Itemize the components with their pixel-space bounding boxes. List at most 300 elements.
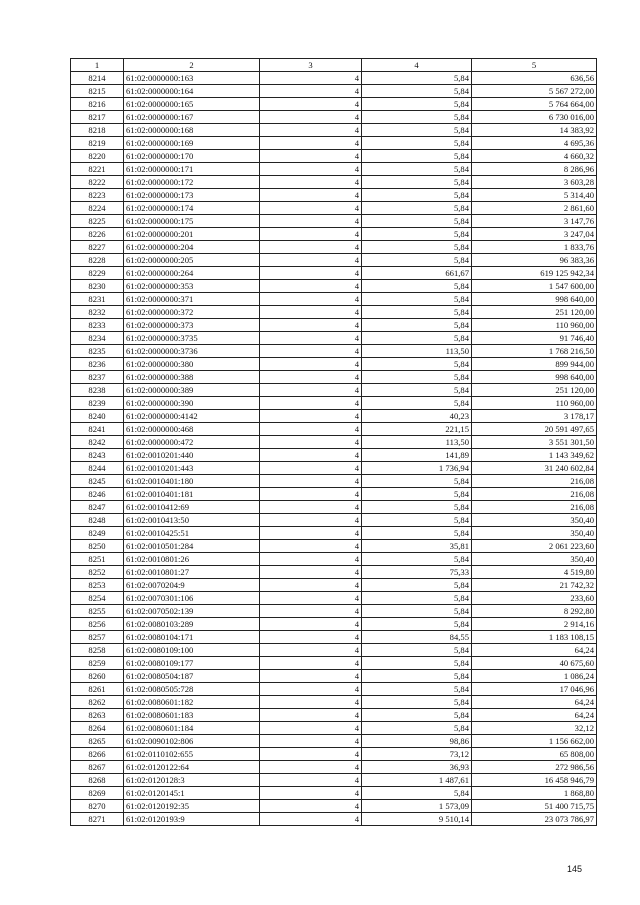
rate-cell: 5,84 [362, 644, 472, 657]
amount-cell: 251 120,00 [472, 306, 597, 319]
row-number-cell: 8270 [71, 800, 124, 813]
data-table [70, 58, 597, 826]
row-number-cell: 8252 [71, 566, 124, 579]
category-cell: 4 [260, 462, 362, 475]
table-row [71, 72, 597, 85]
rate-cell: 5,84 [362, 722, 472, 735]
row-number-cell: 8247 [71, 501, 124, 514]
row-number-cell: 8253 [71, 579, 124, 592]
category-cell: 4 [260, 423, 362, 436]
amount-cell: 3 147,76 [472, 215, 597, 228]
row-number-cell: 8234 [71, 332, 124, 345]
category-cell: 4 [260, 501, 362, 514]
category-cell: 4 [260, 332, 362, 345]
amount-cell: 1 547 600,00 [472, 280, 597, 293]
cadastral-number-cell: 61:02:0000000:173 [124, 189, 260, 202]
cadastral-number-cell: 61:02:0010401:181 [124, 488, 260, 501]
row-number-cell: 8236 [71, 358, 124, 371]
row-number-cell: 8267 [71, 761, 124, 774]
amount-cell: 1 143 349,62 [472, 449, 597, 462]
table-row [71, 137, 597, 150]
row-number-cell: 8239 [71, 397, 124, 410]
rate-cell: 5,84 [362, 696, 472, 709]
rate-cell: 5,84 [362, 488, 472, 501]
table-row [71, 163, 597, 176]
cadastral-number-cell: 61:02:0110102:655 [124, 748, 260, 761]
amount-cell: 23 073 786,97 [472, 813, 597, 826]
category-cell: 4 [260, 254, 362, 267]
rate-cell: 5,84 [362, 111, 472, 124]
row-number-cell: 8214 [71, 72, 124, 85]
amount-cell: 21 742,32 [472, 579, 597, 592]
column-header-2: 2 [124, 59, 260, 72]
table-row [71, 189, 597, 202]
cadastral-number-cell: 61:02:0000000:353 [124, 280, 260, 293]
table-row [71, 670, 597, 683]
amount-cell: 2 861,60 [472, 202, 597, 215]
cadastral-number-cell: 61:02:0080601:184 [124, 722, 260, 735]
cadastral-number-cell: 61:02:0000000:204 [124, 241, 260, 254]
cadastral-number-cell: 61:02:0080109:177 [124, 657, 260, 670]
row-number-cell: 8251 [71, 553, 124, 566]
category-cell: 4 [260, 345, 362, 358]
category-cell: 4 [260, 280, 362, 293]
table-row [71, 293, 597, 306]
row-number-cell: 8264 [71, 722, 124, 735]
rate-cell: 1 487,61 [362, 774, 472, 787]
amount-cell: 1 183 108,15 [472, 631, 597, 644]
table-row [71, 722, 597, 735]
amount-cell: 350,40 [472, 553, 597, 566]
category-cell: 4 [260, 306, 362, 319]
amount-cell: 998 640,00 [472, 371, 597, 384]
column-header-4: 4 [362, 59, 472, 72]
amount-cell: 64,24 [472, 696, 597, 709]
amount-cell: 3 603,28 [472, 176, 597, 189]
amount-cell: 4 660,32 [472, 150, 597, 163]
row-number-cell: 8258 [71, 644, 124, 657]
table-row [71, 267, 597, 280]
rate-cell: 1 736,94 [362, 462, 472, 475]
row-number-cell: 8242 [71, 436, 124, 449]
category-cell: 4 [260, 163, 362, 176]
category-cell: 4 [260, 85, 362, 98]
row-number-cell: 8243 [71, 449, 124, 462]
table-row [71, 228, 597, 241]
amount-cell: 14 383,92 [472, 124, 597, 137]
amount-cell: 4 695,36 [472, 137, 597, 150]
category-cell: 4 [260, 735, 362, 748]
table-row [71, 566, 597, 579]
rate-cell: 113,50 [362, 345, 472, 358]
amount-cell: 350,40 [472, 527, 597, 540]
cadastral-number-cell: 61:02:0000000:201 [124, 228, 260, 241]
cadastral-number-cell: 61:02:0000000:205 [124, 254, 260, 267]
rate-cell: 40,23 [362, 410, 472, 423]
cadastral-number-cell: 61:02:0120128:3 [124, 774, 260, 787]
cadastral-number-cell: 61:02:0010413:50 [124, 514, 260, 527]
table-row [71, 683, 597, 696]
row-number-cell: 8235 [71, 345, 124, 358]
category-cell: 4 [260, 397, 362, 410]
category-cell: 4 [260, 111, 362, 124]
row-number-cell: 8260 [71, 670, 124, 683]
cadastral-number-cell: 61:02:0070204:9 [124, 579, 260, 592]
amount-cell: 64,24 [472, 644, 597, 657]
category-cell: 4 [260, 98, 362, 111]
rate-cell: 98,86 [362, 735, 472, 748]
table-row [71, 202, 597, 215]
cadastral-number-cell: 61:02:0070502:139 [124, 605, 260, 618]
cadastral-number-cell: 61:02:0080103:289 [124, 618, 260, 631]
amount-cell: 5 764 664,00 [472, 98, 597, 111]
cadastral-number-cell: 61:02:0080601:182 [124, 696, 260, 709]
cadastral-number-cell: 61:02:0000000:163 [124, 72, 260, 85]
amount-cell: 96 383,36 [472, 254, 597, 267]
table-row [71, 657, 597, 670]
cadastral-number-cell: 61:02:0000000:171 [124, 163, 260, 176]
category-cell: 4 [260, 436, 362, 449]
rate-cell: 5,84 [362, 202, 472, 215]
category-cell: 4 [260, 358, 362, 371]
category-cell: 4 [260, 137, 362, 150]
category-cell: 4 [260, 124, 362, 137]
cadastral-number-cell: 61:02:0000000:371 [124, 293, 260, 306]
category-cell: 4 [260, 579, 362, 592]
table-row [71, 215, 597, 228]
rate-cell: 5,84 [362, 215, 472, 228]
cadastral-number-cell: 61:02:0000000:373 [124, 319, 260, 332]
row-number-cell: 8237 [71, 371, 124, 384]
cadastral-number-cell: 61:02:0000000:165 [124, 98, 260, 111]
rate-cell: 5,84 [362, 150, 472, 163]
category-cell: 4 [260, 722, 362, 735]
rate-cell: 141,89 [362, 449, 472, 462]
table-row [71, 501, 597, 514]
row-number-cell: 8240 [71, 410, 124, 423]
table-row [71, 124, 597, 137]
row-number-cell: 8217 [71, 111, 124, 124]
rate-cell: 5,84 [362, 605, 472, 618]
amount-cell: 216,08 [472, 501, 597, 514]
table-body [71, 72, 597, 826]
amount-cell: 1 086,24 [472, 670, 597, 683]
table-row [71, 280, 597, 293]
table-row [71, 176, 597, 189]
category-cell: 4 [260, 540, 362, 553]
cadastral-number-cell: 61:02:0010425:51 [124, 527, 260, 540]
cadastral-number-cell: 61:02:0120192:35 [124, 800, 260, 813]
amount-cell: 350,40 [472, 514, 597, 527]
rate-cell: 5,84 [362, 241, 472, 254]
table-row [71, 800, 597, 813]
cadastral-number-cell: 61:02:0120145:1 [124, 787, 260, 800]
row-number-cell: 8226 [71, 228, 124, 241]
amount-cell: 619 125 942,34 [472, 267, 597, 280]
row-number-cell: 8256 [71, 618, 124, 631]
table-row [71, 85, 597, 98]
amount-cell: 998 640,00 [472, 293, 597, 306]
rate-cell: 5,84 [362, 514, 472, 527]
row-number-cell: 8248 [71, 514, 124, 527]
column-header-3: 3 [260, 59, 362, 72]
table-row [71, 696, 597, 709]
amount-cell: 3 551 301,50 [472, 436, 597, 449]
table-row [71, 592, 597, 605]
category-cell: 4 [260, 267, 362, 280]
row-number-cell: 8216 [71, 98, 124, 111]
amount-cell: 32,12 [472, 722, 597, 735]
rate-cell: 5,84 [362, 124, 472, 137]
cadastral-number-cell: 61:02:0000000:388 [124, 371, 260, 384]
table-row [71, 150, 597, 163]
column-header-5: 5 [472, 59, 597, 72]
cadastral-number-cell: 61:02:0010801:26 [124, 553, 260, 566]
table-row [71, 527, 597, 540]
row-number-cell: 8221 [71, 163, 124, 176]
cadastral-number-cell: 61:02:0120122:64 [124, 761, 260, 774]
cadastral-number-cell: 61:02:0010501:284 [124, 540, 260, 553]
table-row [71, 345, 597, 358]
row-number-cell: 8271 [71, 813, 124, 826]
row-number-cell: 8229 [71, 267, 124, 280]
amount-cell: 2 061 223,60 [472, 540, 597, 553]
cadastral-number-cell: 61:02:0000000:172 [124, 176, 260, 189]
row-number-cell: 8262 [71, 696, 124, 709]
table-row [71, 631, 597, 644]
table-row [71, 579, 597, 592]
category-cell: 4 [260, 319, 362, 332]
table-row [71, 306, 597, 319]
row-number-cell: 8261 [71, 683, 124, 696]
rate-cell: 5,84 [362, 397, 472, 410]
table-row [71, 787, 597, 800]
cadastral-number-cell: 61:02:0010401:180 [124, 475, 260, 488]
cadastral-number-cell: 61:02:0000000:3735 [124, 332, 260, 345]
row-number-cell: 8245 [71, 475, 124, 488]
cadastral-number-cell: 61:02:0080601:183 [124, 709, 260, 722]
cadastral-number-cell: 61:02:0120193:9 [124, 813, 260, 826]
amount-cell: 899 944,00 [472, 358, 597, 371]
table-row [71, 553, 597, 566]
rate-cell: 5,84 [362, 475, 472, 488]
row-number-cell: 8215 [71, 85, 124, 98]
amount-cell: 64,24 [472, 709, 597, 722]
category-cell: 4 [260, 696, 362, 709]
cadastral-number-cell: 61:02:0000000:389 [124, 384, 260, 397]
cadastral-number-cell: 61:02:0000000:372 [124, 306, 260, 319]
row-number-cell: 8259 [71, 657, 124, 670]
row-number-cell: 8232 [71, 306, 124, 319]
cadastral-number-cell: 61:02:0000000:3736 [124, 345, 260, 358]
rate-cell: 5,84 [362, 293, 472, 306]
rate-cell: 5,84 [362, 137, 472, 150]
cadastral-number-cell: 61:02:0090102:806 [124, 735, 260, 748]
category-cell: 4 [260, 488, 362, 501]
amount-cell: 216,08 [472, 488, 597, 501]
table-row [71, 540, 597, 553]
cadastral-number-cell: 61:02:0000000:390 [124, 397, 260, 410]
rate-cell: 5,84 [362, 332, 472, 345]
category-cell: 4 [260, 605, 362, 618]
table-row [71, 254, 597, 267]
table-row [71, 735, 597, 748]
category-cell: 4 [260, 787, 362, 800]
table-row [71, 371, 597, 384]
cadastral-number-cell: 61:02:0000000:167 [124, 111, 260, 124]
cadastral-number-cell: 61:02:0000000:264 [124, 267, 260, 280]
rate-cell: 5,84 [362, 280, 472, 293]
row-number-cell: 8233 [71, 319, 124, 332]
rate-cell: 5,84 [362, 579, 472, 592]
cadastral-number-cell: 61:02:0010201:440 [124, 449, 260, 462]
row-number-cell: 8257 [71, 631, 124, 644]
table-row [71, 813, 597, 826]
amount-cell: 20 591 497,65 [472, 423, 597, 436]
amount-cell: 8 286,96 [472, 163, 597, 176]
amount-cell: 1 868,80 [472, 787, 597, 800]
amount-cell: 216,08 [472, 475, 597, 488]
cadastral-number-cell: 61:02:0000000:472 [124, 436, 260, 449]
amount-cell: 110 960,00 [472, 397, 597, 410]
amount-cell: 1 833,76 [472, 241, 597, 254]
row-number-cell: 8263 [71, 709, 124, 722]
category-cell: 4 [260, 631, 362, 644]
category-cell: 4 [260, 176, 362, 189]
rate-cell: 5,84 [362, 85, 472, 98]
category-cell: 4 [260, 566, 362, 579]
rate-cell: 5,84 [362, 228, 472, 241]
table-row [71, 410, 597, 423]
category-cell: 4 [260, 241, 362, 254]
table-row [71, 111, 597, 124]
row-number-cell: 8241 [71, 423, 124, 436]
rate-cell: 5,84 [362, 163, 472, 176]
table-row [71, 488, 597, 501]
row-number-cell: 8230 [71, 280, 124, 293]
table-row [71, 358, 597, 371]
rate-cell: 5,84 [362, 527, 472, 540]
category-cell: 4 [260, 527, 362, 540]
table-header [71, 59, 597, 72]
rate-cell: 75,33 [362, 566, 472, 579]
rate-cell: 5,84 [362, 371, 472, 384]
rate-cell: 5,84 [362, 501, 472, 514]
cadastral-number-cell: 61:02:0000000:4142 [124, 410, 260, 423]
row-number-cell: 8269 [71, 787, 124, 800]
category-cell: 4 [260, 592, 362, 605]
rate-cell: 5,84 [362, 358, 472, 371]
rate-cell: 5,84 [362, 592, 472, 605]
amount-cell: 8 292,80 [472, 605, 597, 618]
rate-cell: 73,12 [362, 748, 472, 761]
rate-cell: 5,84 [362, 189, 472, 202]
category-cell: 4 [260, 709, 362, 722]
amount-cell: 1 768 216,50 [472, 345, 597, 358]
amount-cell: 3 247,04 [472, 228, 597, 241]
category-cell: 4 [260, 410, 362, 423]
cadastral-number-cell: 61:02:0080504:187 [124, 670, 260, 683]
row-number-cell: 8268 [71, 774, 124, 787]
category-cell: 4 [260, 215, 362, 228]
amount-cell: 91 746,40 [472, 332, 597, 345]
amount-cell: 5 567 272,00 [472, 85, 597, 98]
table-row [71, 774, 597, 787]
rate-cell: 113,50 [362, 436, 472, 449]
cadastral-number-cell: 61:02:0000000:174 [124, 202, 260, 215]
column-header-1: 1 [71, 59, 124, 72]
amount-cell: 636,56 [472, 72, 597, 85]
rate-cell: 9 510,14 [362, 813, 472, 826]
row-number-cell: 8231 [71, 293, 124, 306]
cadastral-number-cell: 61:02:0010412:69 [124, 501, 260, 514]
table-row [71, 384, 597, 397]
cadastral-number-cell: 61:02:0010201:443 [124, 462, 260, 475]
row-number-cell: 8254 [71, 592, 124, 605]
cadastral-number-cell: 61:02:0080109:100 [124, 644, 260, 657]
amount-cell: 2 914,16 [472, 618, 597, 631]
row-number-cell: 8223 [71, 189, 124, 202]
row-number-cell: 8218 [71, 124, 124, 137]
table-row [71, 436, 597, 449]
rate-cell: 84,55 [362, 631, 472, 644]
rate-cell: 5,84 [362, 683, 472, 696]
table-row [71, 397, 597, 410]
table-row [71, 514, 597, 527]
header-row [71, 59, 597, 72]
cadastral-number-cell: 61:02:0000000:170 [124, 150, 260, 163]
row-number-cell: 8249 [71, 527, 124, 540]
table-row [71, 761, 597, 774]
category-cell: 4 [260, 618, 362, 631]
category-cell: 4 [260, 644, 362, 657]
table-row [71, 475, 597, 488]
category-cell: 4 [260, 189, 362, 202]
amount-cell: 5 314,40 [472, 189, 597, 202]
rate-cell: 5,84 [362, 176, 472, 189]
category-cell: 4 [260, 228, 362, 241]
table-row [71, 332, 597, 345]
table-row [71, 241, 597, 254]
rate-cell: 5,84 [362, 657, 472, 670]
cadastral-number-cell: 61:02:0000000:380 [124, 358, 260, 371]
amount-cell: 3 178,17 [472, 410, 597, 423]
table-row [71, 709, 597, 722]
rate-cell: 5,84 [362, 553, 472, 566]
row-number-cell: 8219 [71, 137, 124, 150]
category-cell: 4 [260, 748, 362, 761]
rate-cell: 5,84 [362, 72, 472, 85]
amount-cell: 4 519,80 [472, 566, 597, 579]
row-number-cell: 8222 [71, 176, 124, 189]
amount-cell: 16 458 946,79 [472, 774, 597, 787]
rate-cell: 5,84 [362, 618, 472, 631]
page-number: 145 [566, 864, 582, 874]
category-cell: 4 [260, 761, 362, 774]
amount-cell: 1 156 662,00 [472, 735, 597, 748]
category-cell: 4 [260, 683, 362, 696]
table-row [71, 605, 597, 618]
rate-cell: 1 573,09 [362, 800, 472, 813]
category-cell: 4 [260, 475, 362, 488]
cadastral-number-cell: 61:02:0070301:106 [124, 592, 260, 605]
rate-cell: 5,84 [362, 709, 472, 722]
row-number-cell: 8244 [71, 462, 124, 475]
category-cell: 4 [260, 813, 362, 826]
rate-cell: 5,84 [362, 306, 472, 319]
cadastral-number-cell: 61:02:0000000:168 [124, 124, 260, 137]
row-number-cell: 8265 [71, 735, 124, 748]
